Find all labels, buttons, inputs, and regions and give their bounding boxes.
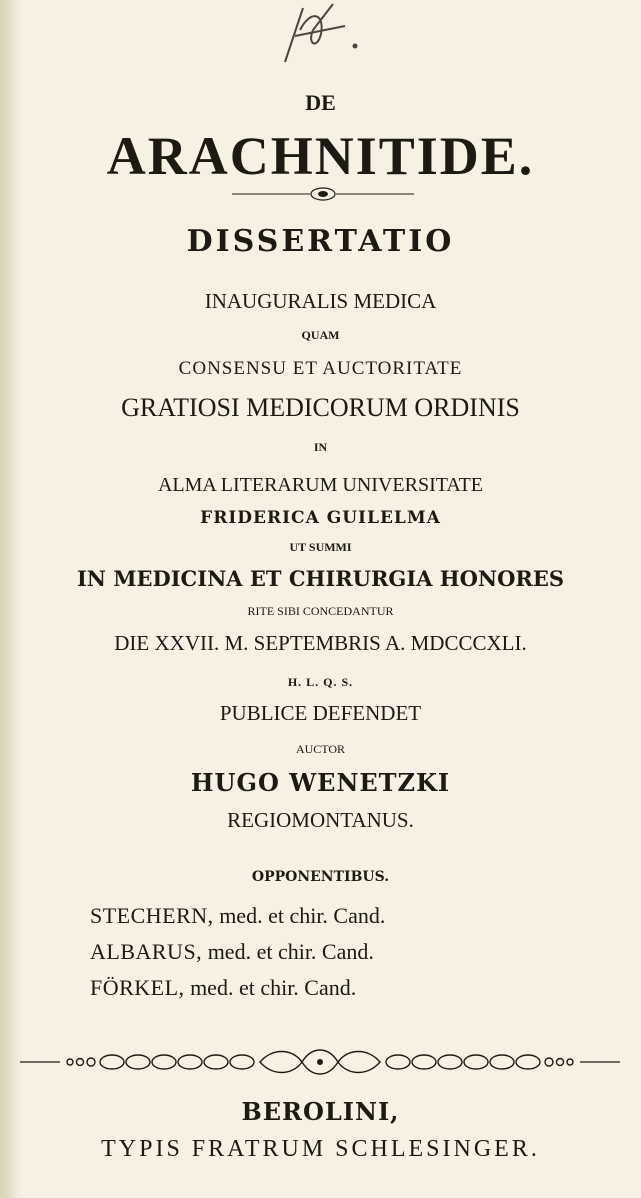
ut-summi-line: UT SUMMI [289,540,352,554]
in-medicina-line: IN MEDICINA ET CHIRURGIA HONORES [76,566,565,591]
dissertatio-heading: DISSERTATIO [186,224,455,259]
opponent-row [90,939,374,965]
opponent-row [90,975,356,1001]
friderica-line: FRIDERICA GUILELMA [200,508,441,528]
opponent-detail: med. et chir. Cand. [207,939,374,964]
auctor-line: AUCTOR [295,742,346,756]
gratiosi-line: GRATIOSI MEDICORUM ORDINIS [121,393,520,422]
divider-rule-ornament [232,187,414,201]
opponentibus-heading: OPPONENTIBUS. [251,869,390,885]
city-line: BEROLINI, [241,1097,400,1126]
hlqs-line: H. L. Q. S. [287,675,354,689]
main-title: ARACHNITIDE. [106,126,535,186]
author-name: HUGO WENETZKI [190,768,451,797]
publice-line: PUBLICE DEFENDET [219,701,422,725]
printer-line: TYPIS FRATRUM SCHLESINGER. [101,1136,540,1162]
opponent-detail: med. et chir. Cand. [219,903,386,928]
date-line: DIE XXVII. M. SEPTEMBRIS A. MDCCCXLI. [114,631,527,655]
alma-line: ALMA LITERARUM UNIVERSITATE [157,474,484,496]
opponent-name: ALBARUS, [90,939,203,964]
heading-de: DE [305,90,336,115]
inauguralis-line: INAUGURALIS MEDICA [204,289,437,313]
handwritten-pencil-mark [255,0,365,70]
rite-line: RITE SIBI CONCEDANTUR [247,604,394,618]
quam-line: QUAM [301,328,340,342]
opponent-detail: med. et chir. Cand. [190,975,357,1000]
in-line: IN [313,440,328,454]
consensu-line: CONSENSU ET AUCTORITATE [178,358,463,379]
opponent-row [90,903,385,929]
opponent-name: STECHERN, [90,903,214,928]
opponent-name: FÖRKEL, [90,975,185,1000]
ornamental-border [20,1046,620,1078]
regiomontanus-line: REGIOMONTANUS. [227,808,414,832]
